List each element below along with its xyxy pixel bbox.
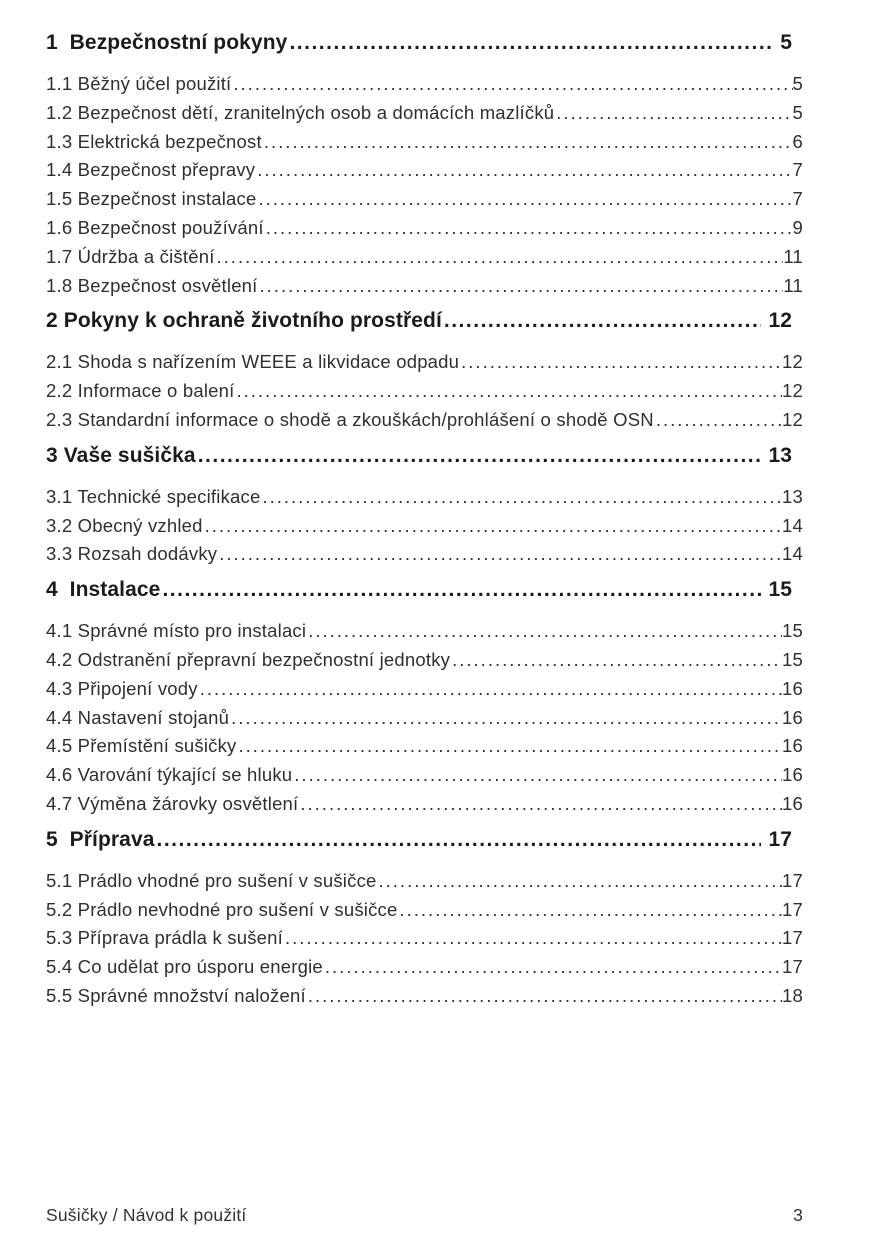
toc-entry-page-number: 16	[782, 677, 803, 699]
dot-leader	[264, 128, 793, 157]
toc-section-page-number: 15	[768, 578, 792, 602]
toc-section-label: 1 Bezpečnostní pokyny	[46, 31, 288, 54]
toc-entry-row	[46, 99, 803, 128]
dot-leader	[257, 156, 792, 185]
dot-leader	[379, 867, 783, 896]
toc-entry-page-number: 12	[782, 351, 803, 373]
page-footer	[46, 1205, 803, 1226]
dot-leader	[294, 761, 782, 790]
toc-entry-row	[46, 540, 803, 569]
toc-entry-label: 1.8 Bezpečnost osvětlení	[46, 274, 258, 296]
toc-section-page-number: 13	[768, 443, 792, 467]
toc-entry-label: 1.1 Běžný účel použití	[46, 73, 232, 94]
toc-entry-label: 4.4 Nastavení stojanů	[46, 706, 230, 728]
dot-leader	[157, 825, 762, 855]
toc-entry-row	[46, 483, 803, 512]
toc-entry-label: 1.6 Bezpečnost používání	[46, 216, 264, 238]
dot-leader	[289, 28, 773, 58]
toc-entry-row	[46, 214, 803, 243]
dot-leader	[237, 377, 783, 406]
dot-leader	[285, 924, 782, 953]
dot-leader	[162, 575, 761, 605]
toc-section-page-number: 12	[768, 309, 792, 333]
toc-entry-page-number: 15	[782, 620, 803, 642]
dot-leader	[308, 982, 782, 1011]
toc-entry-row	[46, 761, 803, 790]
toc-entry-page-number: 17	[782, 956, 803, 978]
toc-section-page-number: 17	[768, 827, 792, 851]
toc-entry-page-number: 11	[783, 274, 803, 296]
dot-leader	[233, 70, 792, 99]
toc-entry-page-number: 11	[783, 245, 803, 267]
toc-entry-page-number: 18	[782, 984, 803, 1006]
dot-leader	[656, 406, 782, 435]
toc-entry-label: 2.2 Informace o balení	[46, 380, 235, 402]
toc-entry-label: 4.3 Připojení vody	[46, 677, 198, 699]
toc-entry-row	[46, 982, 803, 1011]
dot-leader	[198, 441, 762, 471]
dot-leader	[325, 953, 782, 982]
toc	[46, 28, 803, 1011]
toc-entry-label: 4.1 Správné místo pro instalaci	[46, 620, 307, 642]
toc-entry-row	[46, 70, 803, 99]
toc-entry-page-number: 14	[782, 514, 803, 536]
toc-entry-page-number: 14	[782, 543, 803, 565]
toc-entry-row	[46, 406, 803, 435]
toc-entry-label: 2.3 Standardní informace o shodě a zkouškách/prohlášení o shodě OSN	[46, 408, 654, 430]
toc-entry-page-number: 12	[782, 408, 803, 430]
toc-entry-row	[46, 646, 803, 675]
toc-entry-label: 4.2 Odstranění přepravní bezpečnostní jednotky	[46, 648, 451, 670]
toc-entry-page-number: 7	[792, 188, 803, 210]
dot-leader	[262, 483, 782, 512]
dot-leader	[231, 704, 782, 733]
toc-entry-label: 3.3 Rozsah dodávky	[46, 543, 218, 565]
toc-entry-row	[46, 732, 803, 761]
toc-entry-row	[46, 867, 803, 896]
toc-section-label: 4 Instalace	[46, 578, 161, 602]
toc-entry-label: 1.2 Bezpečnost dětí, zranitelných osob a domácích mazlíčků	[46, 101, 555, 123]
toc-entry-page-number: 15	[782, 648, 803, 670]
dot-leader	[217, 243, 784, 272]
toc-entry-label: 5.1 Prádlo vhodné pro sušení v sušičce	[46, 869, 377, 891]
dot-leader	[219, 540, 782, 569]
toc-section-row	[46, 441, 803, 471]
toc-entry-row	[46, 272, 803, 301]
toc-entry-row	[46, 243, 803, 272]
toc-entry-row	[46, 924, 803, 953]
toc-entry-label: 3.2 Obecný vzhled	[46, 514, 203, 536]
toc-entry-row	[46, 156, 803, 185]
dot-leader	[452, 646, 782, 675]
toc-entry-row	[46, 128, 803, 157]
dot-leader	[308, 617, 782, 646]
toc-entry-page-number: 12	[782, 380, 803, 402]
toc-entry-label: 4.7 Výměna žárovky osvětlení	[46, 792, 299, 814]
toc-entry-page-number: 16	[782, 764, 803, 786]
toc-section-label: 3 Vaše sušička	[46, 443, 196, 467]
dot-leader	[259, 185, 793, 214]
toc-entry-label: 2.1 Shoda s nařízením WEEE a likvidace odpadu	[46, 351, 460, 373]
toc-entry-label: 1.3 Elektrická bezpečnost	[46, 130, 262, 152]
dot-leader	[239, 732, 783, 761]
toc-entry-page-number: 16	[782, 792, 803, 814]
toc-entry-page-number: 16	[782, 706, 803, 728]
toc-entry-label: 5.3 Příprava prádla k sušení	[46, 927, 283, 949]
toc-entry-label: 4.6 Varování týkající se hluku	[46, 764, 293, 786]
toc-section-row	[46, 575, 803, 605]
toc-entry-row	[46, 790, 803, 819]
toc-entry-label: 1.7 Údržba a čištění	[46, 245, 215, 267]
toc-entry-page-number: 9	[792, 216, 803, 238]
toc-entry-label: 4.5 Přemístění sušičky	[46, 735, 237, 757]
toc-entry-row	[46, 512, 803, 541]
toc-section-row	[46, 825, 803, 855]
dot-leader	[444, 306, 762, 336]
toc-entry-label: 5.5 Správné množství naložení	[46, 984, 306, 1006]
footer-page-number: 3	[793, 1205, 803, 1225]
dot-leader	[556, 99, 792, 128]
toc-entry-row	[46, 953, 803, 982]
toc-entry-page-number: 13	[782, 485, 803, 507]
toc-entry-row	[46, 377, 803, 406]
dot-leader	[461, 348, 782, 377]
dot-leader	[200, 675, 782, 704]
toc-entry-page-number: 6	[792, 130, 803, 152]
toc-entry-row	[46, 675, 803, 704]
toc-section-label: 5 Příprava	[46, 827, 155, 851]
dot-leader	[266, 214, 793, 243]
dot-leader	[400, 896, 783, 925]
toc-entry-label: 1.4 Bezpečnost přepravy	[46, 159, 256, 181]
toc-entry-page-number: 5	[792, 101, 803, 123]
toc-entry-page-number: 17	[782, 869, 803, 891]
toc-section-label: 2 Pokyny k ochraně životního prostředí	[46, 309, 442, 333]
toc-entry-label: 5.2 Prádlo nevhodné pro sušení v sušičce	[46, 898, 398, 920]
toc-entry-row	[46, 704, 803, 733]
toc-entry-page-number: 7	[792, 159, 803, 181]
toc-entry-row	[46, 185, 803, 214]
toc-entry-label: 1.5 Bezpečnost instalace	[46, 188, 257, 210]
toc-entry-page-number: 16	[782, 735, 803, 757]
toc-entry-page-number: 5	[792, 73, 803, 94]
toc-section-row	[46, 28, 803, 58]
toc-entry-row	[46, 617, 803, 646]
toc-section-row	[46, 306, 803, 336]
toc-entry-label: 5.4 Co udělat pro úsporu energie	[46, 956, 323, 978]
dot-leader	[205, 512, 782, 541]
footer-document-title: Sušičky / Návod k použití	[46, 1205, 247, 1225]
toc-section-page-number: 5	[780, 31, 792, 54]
toc-entry-row	[46, 896, 803, 925]
toc-entry-row	[46, 348, 803, 377]
toc-entry-page-number: 17	[782, 898, 803, 920]
dot-leader	[260, 272, 784, 301]
toc-entry-label: 3.1 Technické specifikace	[46, 485, 261, 507]
dot-leader	[300, 790, 782, 819]
toc-entry-page-number: 17	[782, 927, 803, 949]
